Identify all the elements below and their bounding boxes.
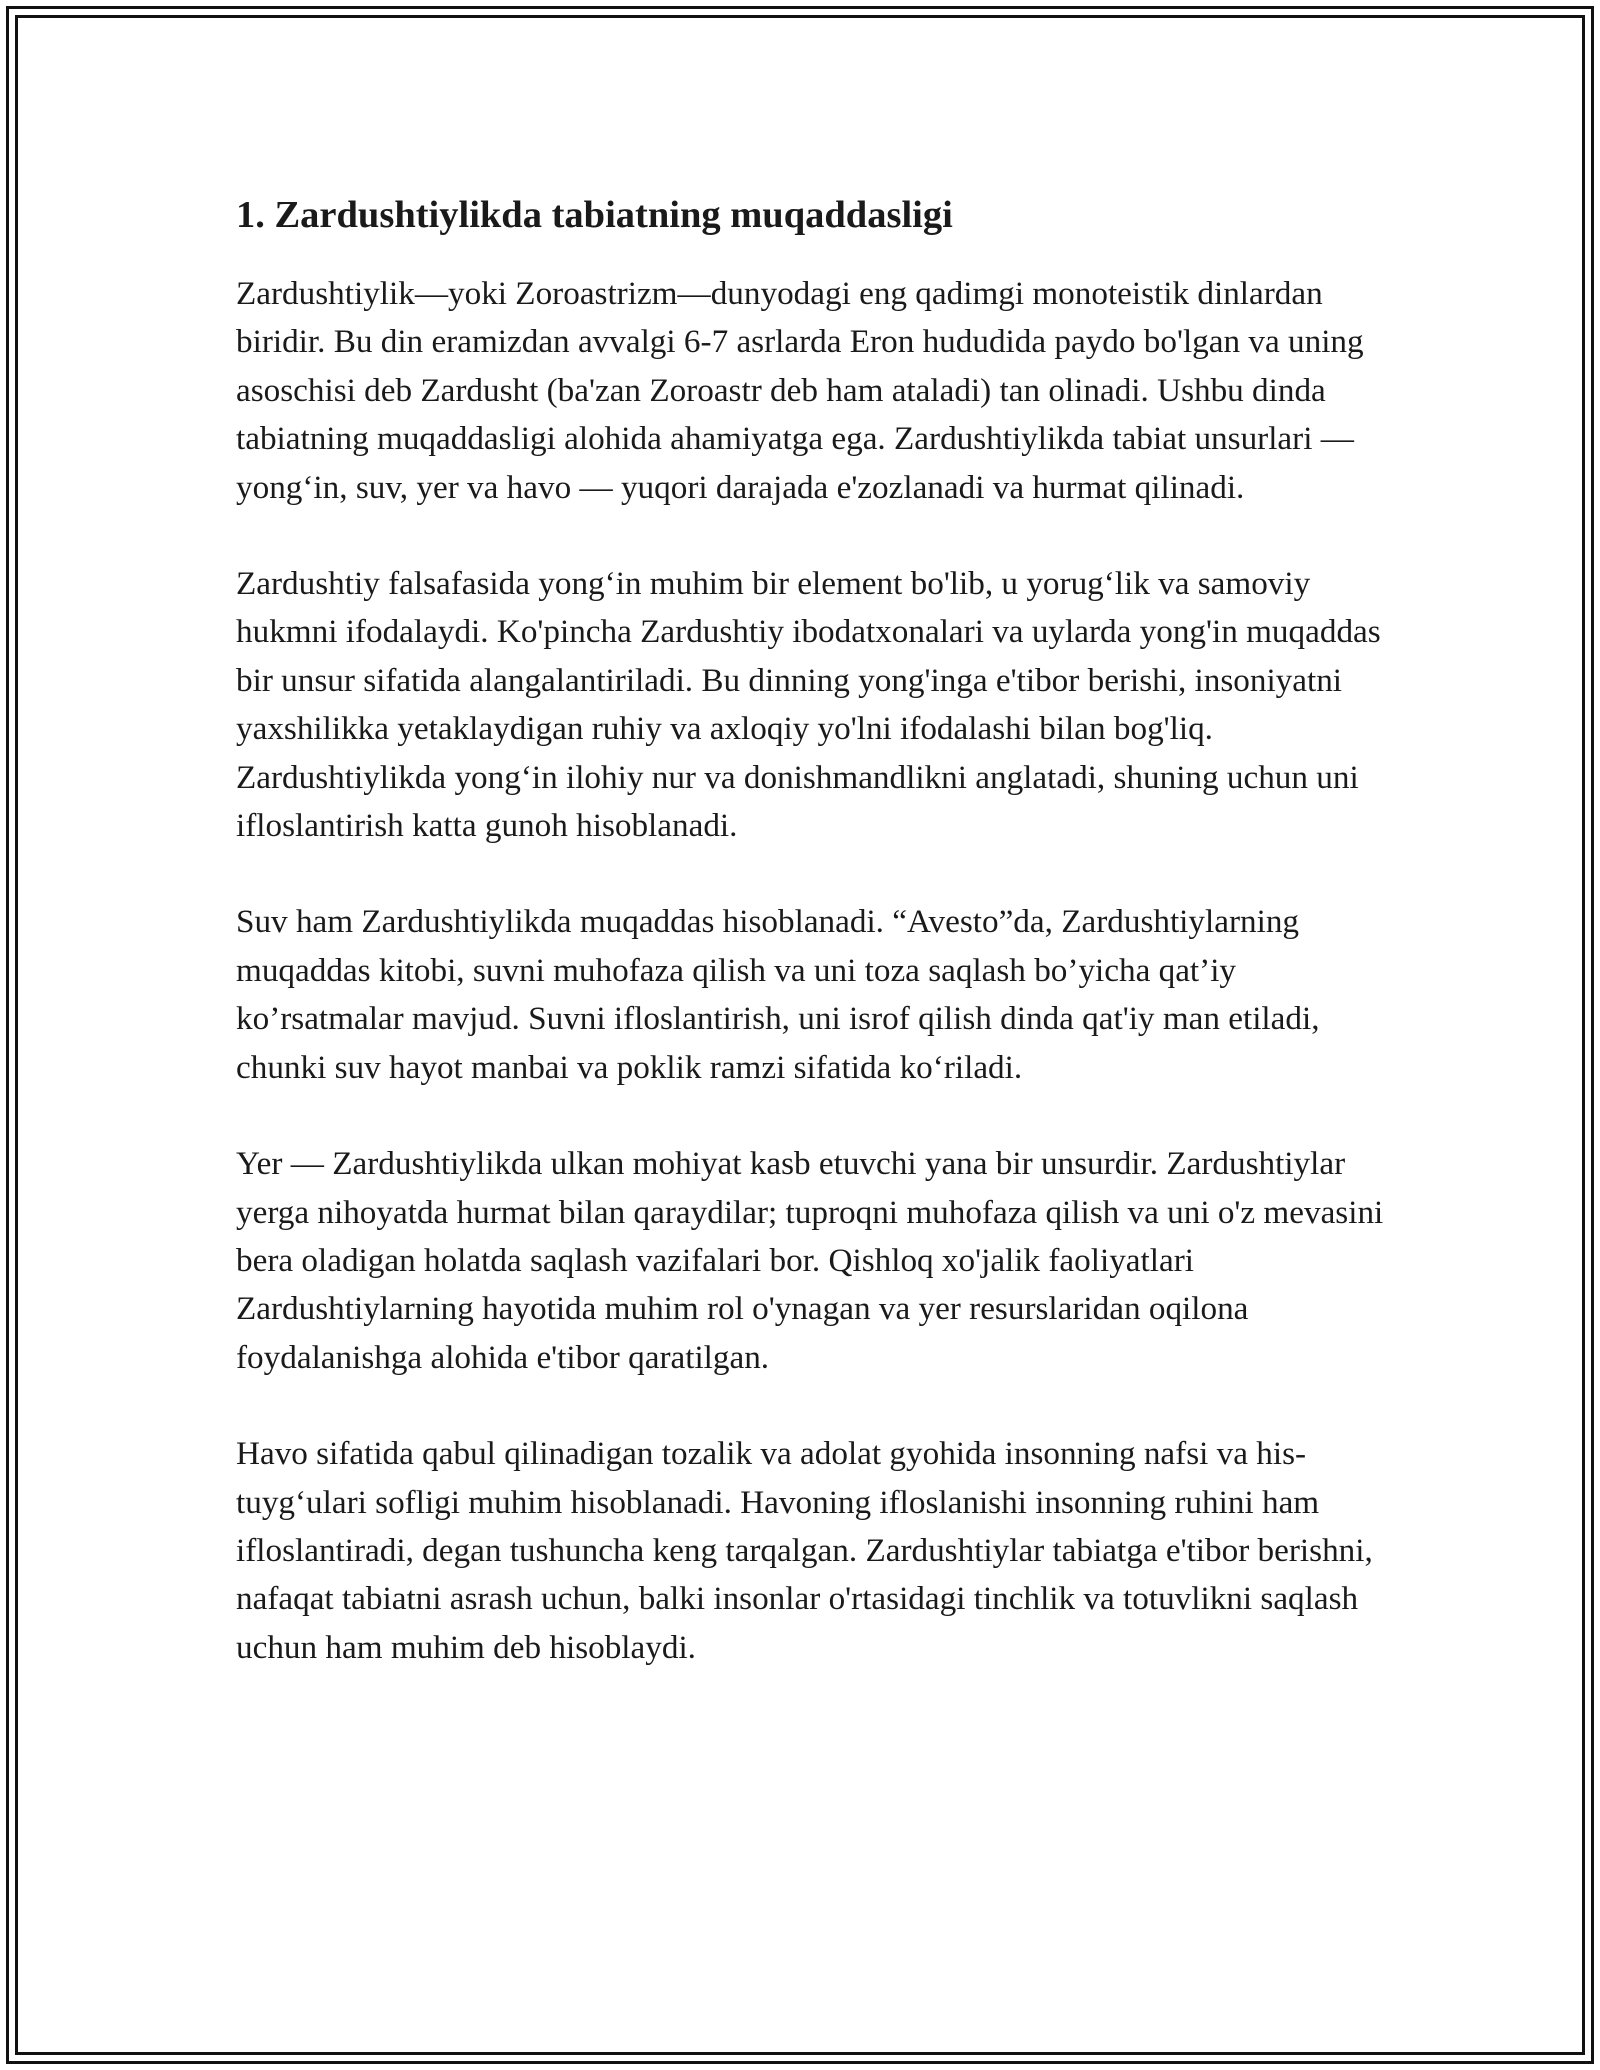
paragraph-earth: Yer — Zardushtiylikda ulkan mohiyat kasb etuvchi yana bir unsurdir. Zardushtiylar yerga nihoyatda hurmat bilan qaraydilar; tuproqni muhofaza qilish va uni o'z mevasini bera oladigan holatda saqlash vazifalari bor. Qishloq xo'jalik faoliyatlari Zardushtiylarning hayotida muhim rol o'ynagan va yer resurslaridan oqilona foydalanishga alohida e'tibor qaratilgan. — [236, 1145, 1384, 1376]
paragraph-air: Havo sifatida qabul qilinadigan tozalik va adolat gyohida insonning nafsi va his-tuyg‘ulari sofligi muhim hisoblanadi. Havoning ifloslanishi insonning ruhini ham ifloslantiradi, degan tushuncha keng tarqalgan. Zardushtiylar tabiatga e'tibor berishni, nafaqat tabiatni asrash uchun, balki insonlar o'rtasidagi tinchlik va totuvlikni saqlash uchun ham muhim deb hisoblaydi. — [236, 1435, 1373, 1666]
paragraph-water: Suv ham Zardushtiylikda muqaddas hisoblanadi. “Avesto”da, Zardushtiylarning muqaddas kitobi, suvni muhofaza qilish va uni toza saqlash bo’yicha qat’iy ko’rsatmalar mavjud. Suvni ifloslantirish, uni isrof qilish dinda qat'iy man etiladi, chunki suv hayot manbai va poklik ramzi sifatida ko‘riladi. — [236, 903, 1320, 1086]
document-body — [236, 188, 1396, 1720]
paragraph-fire: Zardushtiy falsafasida yong‘in muhim bir element bo'lib, u yorug‘lik va samoviy hukmni ifodalaydi. Ko'pincha Zardushtiy ibodatxonalari va uylarda yong'in muqaddas bir unsur sifatida alangalantiriladi. Bu dinning yong'inga e'tibor berishi, insoniyatni yaxshilikka yetaklaydigan ruhiy va axloqiy yo'lni ifodalashi bilan bog'liq. Zardushtiylikda yong‘in ilohiy nur va donishmandlikni anglatadi, shuning uchun uni ifloslantirish katta gunoh hisoblanadi. — [236, 565, 1381, 845]
document-title: 1. Zardushtiylikda tabiatning muqaddasligi — [236, 194, 953, 236]
paragraph-intro: Zardushtiylik—yoki Zoroastrizm—dunyodagi eng qadimgi monoteistik dinlardan biridir. Bu din eramizdan avvalgi 6-7 asrlarda Eron hududida paydo bo'lgan va uning asoschisi deb Zardusht (ba'zan Zoroastr deb ham ataladi) tan olinadi. Ushbu dinda tabiatning muqaddasligi alohida ahamiyatga ega. Zardushtiylikda tabiat unsurlari — yong‘in, suv, yer va havo — yuqori darajada e'zozlanadi va hurmat qilinadi. — [236, 275, 1364, 506]
